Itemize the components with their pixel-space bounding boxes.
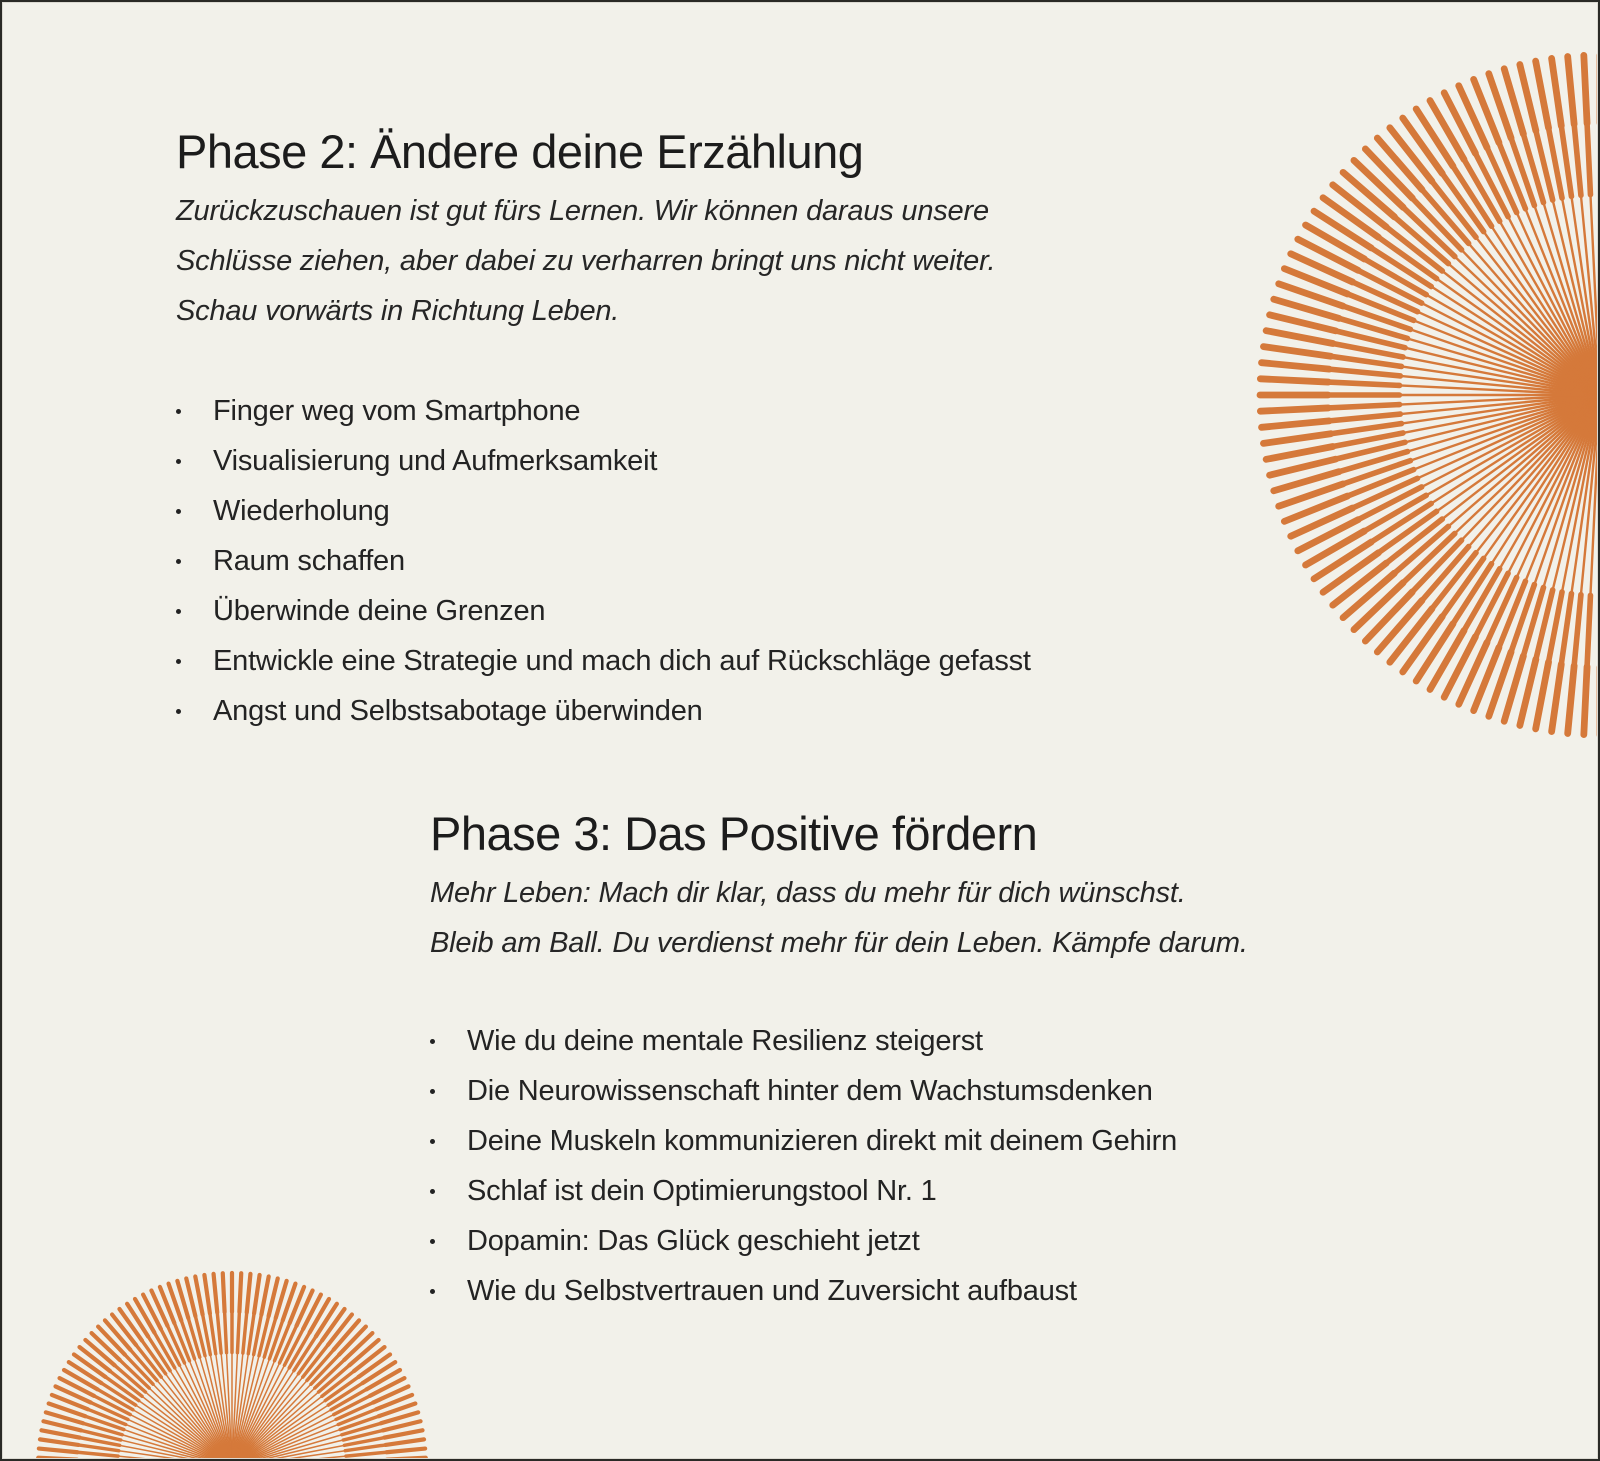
intro-line: Zurückzuschauen ist gut fürs Lernen. Wir können daraus unsere bbox=[176, 195, 989, 227]
bullet-icon bbox=[176, 659, 181, 664]
list-item bbox=[430, 1116, 1248, 1166]
bullet-icon bbox=[430, 1239, 435, 1244]
list-item bbox=[176, 486, 1031, 536]
list-item-text: Deine Muskeln kommunizieren direkt mit deinem Gehirn bbox=[467, 1125, 1178, 1157]
bullet-icon bbox=[176, 509, 181, 514]
list-item-text: Angst und Selbstsabotage überwinden bbox=[213, 695, 703, 727]
bullet-icon bbox=[430, 1189, 435, 1194]
list-item bbox=[430, 1266, 1248, 1316]
list-item-text: Wie du deine mentale Resilienz steigerst bbox=[467, 1025, 983, 1057]
phase-3-list bbox=[430, 1016, 1248, 1316]
bullet-icon bbox=[176, 709, 181, 714]
phase-3-intro bbox=[430, 868, 1248, 968]
list-item bbox=[430, 1066, 1248, 1116]
intro-line: Schlüsse ziehen, aber dabei zu verharren bringt uns nicht weiter. bbox=[176, 245, 996, 277]
list-item-text: Entwickle eine Strategie und mach dich auf Rückschläge gefasst bbox=[213, 645, 1031, 677]
list-item-text: Raum schaffen bbox=[213, 545, 405, 577]
list-item bbox=[176, 636, 1031, 686]
phase-2-section bbox=[176, 118, 1031, 736]
bullet-icon bbox=[176, 409, 181, 414]
intro-line: Schau vorwärts in Richtung Leben. bbox=[176, 295, 620, 327]
phase-2-heading: Phase 2: Ändere deine Erzählung bbox=[176, 125, 864, 178]
list-item-text: Wiederholung bbox=[213, 495, 390, 527]
list-item bbox=[430, 1216, 1248, 1266]
list-item-text: Schlaf ist dein Optimierungstool Nr. 1 bbox=[467, 1175, 937, 1207]
phase-2-list bbox=[176, 386, 1031, 736]
bullet-icon bbox=[430, 1089, 435, 1094]
list-item bbox=[176, 436, 1031, 486]
list-item-text: Überwinde deine Grenzen bbox=[213, 595, 546, 627]
list-item bbox=[176, 586, 1031, 636]
list-item bbox=[176, 386, 1031, 436]
list-item-text: Visualisierung und Aufmerksamkeit bbox=[213, 445, 658, 477]
phase-3-heading: Phase 3: Das Positive fördern bbox=[430, 807, 1038, 860]
phase-2-intro bbox=[176, 186, 1031, 336]
bullet-icon bbox=[430, 1139, 435, 1144]
list-item bbox=[176, 536, 1031, 586]
list-item-text: Die Neurowissenschaft hinter dem Wachstumsdenken bbox=[467, 1075, 1153, 1107]
list-item-text: Finger weg vom Smartphone bbox=[213, 395, 581, 427]
list-item-text: Dopamin: Das Glück geschieht jetzt bbox=[467, 1225, 920, 1257]
list-item bbox=[176, 686, 1031, 736]
phase-3-section bbox=[430, 800, 1248, 1316]
bullet-icon bbox=[430, 1289, 435, 1294]
bullet-icon bbox=[430, 1039, 435, 1044]
bullet-icon bbox=[176, 609, 181, 614]
list-item bbox=[430, 1166, 1248, 1216]
bullet-icon bbox=[176, 559, 181, 564]
intro-line: Mehr Leben: Mach dir klar, dass du mehr für dich wünschst. bbox=[430, 877, 1186, 909]
bullet-icon bbox=[176, 459, 181, 464]
sunburst-right-icon bbox=[1260, 55, 1600, 735]
list-item-text: Wie du Selbstvertrauen und Zuversicht aufbaust bbox=[467, 1275, 1077, 1307]
intro-line: Bleib am Ball. Du verdienst mehr für dein Leben. Kämpfe darum. bbox=[430, 927, 1248, 959]
sunburst-bottom-left-icon bbox=[38, 1273, 426, 1461]
list-item bbox=[430, 1016, 1248, 1066]
